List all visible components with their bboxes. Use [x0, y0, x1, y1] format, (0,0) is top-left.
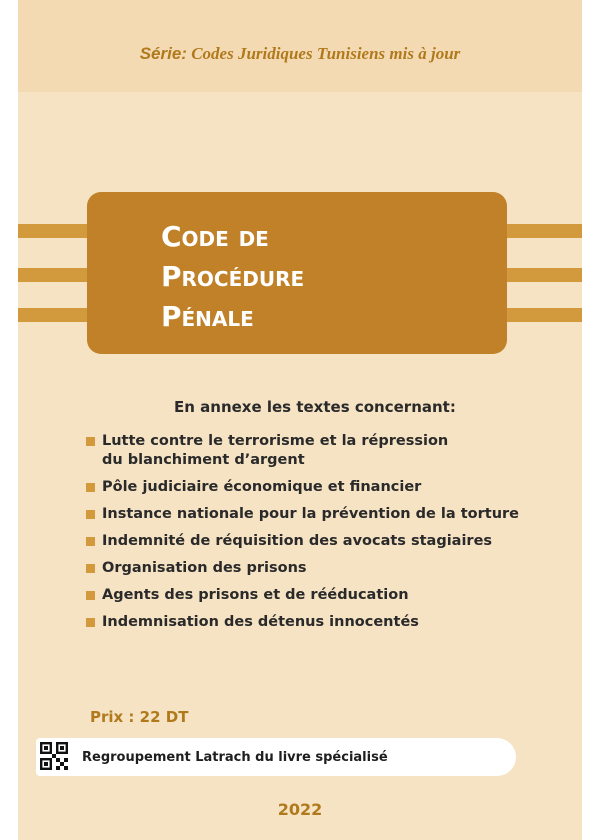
square-bullet-icon — [86, 537, 95, 546]
square-bullet-icon — [86, 591, 95, 600]
list-item — [86, 586, 526, 605]
square-bullet-icon — [86, 437, 95, 446]
qr-code-icon — [40, 742, 68, 770]
series-prefix: Série: — [139, 44, 187, 63]
list-item — [86, 432, 526, 470]
square-bullet-icon — [86, 510, 95, 519]
square-bullet-icon — [86, 483, 95, 492]
list-item — [86, 478, 526, 497]
title-line-3: Pénale — [161, 300, 254, 333]
title-box — [87, 192, 507, 354]
list-item-text: Indemnisation des détenus innocentés — [102, 614, 419, 630]
decor-stripe — [18, 308, 94, 322]
square-bullet-icon — [86, 618, 95, 627]
list-item-text: du blanchiment d’argent — [102, 452, 305, 468]
decor-stripe — [500, 308, 582, 322]
publication-year: 2022 — [277, 800, 323, 819]
list-item — [86, 532, 526, 551]
price-label: Prix : 22 DT — [90, 708, 189, 726]
list-item-text: Agents des prisons et de rééducation — [102, 587, 409, 603]
square-bullet-icon — [86, 564, 95, 573]
title-line-2: Procédure — [161, 260, 305, 293]
list-item-text: Indemnité de réquisition des avocats stagiaires — [102, 533, 493, 549]
list-item-text: Pôle judiciaire économique et financier — [102, 479, 422, 495]
decor-stripe — [500, 224, 582, 238]
annex-heading: En annexe les textes concernant: — [174, 398, 456, 416]
list-item-text: Instance nationale pour la prévention de la torture — [102, 506, 520, 522]
series-name: Codes Juridiques Tunisiens mis à jour — [191, 44, 461, 63]
publisher-name: Regroupement Latrach du livre spécialisé — [82, 750, 388, 765]
annex-list — [86, 432, 526, 640]
decor-stripe — [18, 224, 94, 238]
decor-stripe — [18, 268, 94, 282]
list-item-text: Lutte contre le terrorisme et la répression — [102, 433, 449, 449]
list-item-text: Organisation des prisons — [102, 560, 307, 576]
list-item — [86, 505, 526, 524]
series-line — [18, 44, 582, 64]
decor-stripe — [500, 268, 582, 282]
title-line-1: Code de — [161, 220, 269, 253]
list-item — [86, 613, 526, 632]
list-item — [86, 559, 526, 578]
